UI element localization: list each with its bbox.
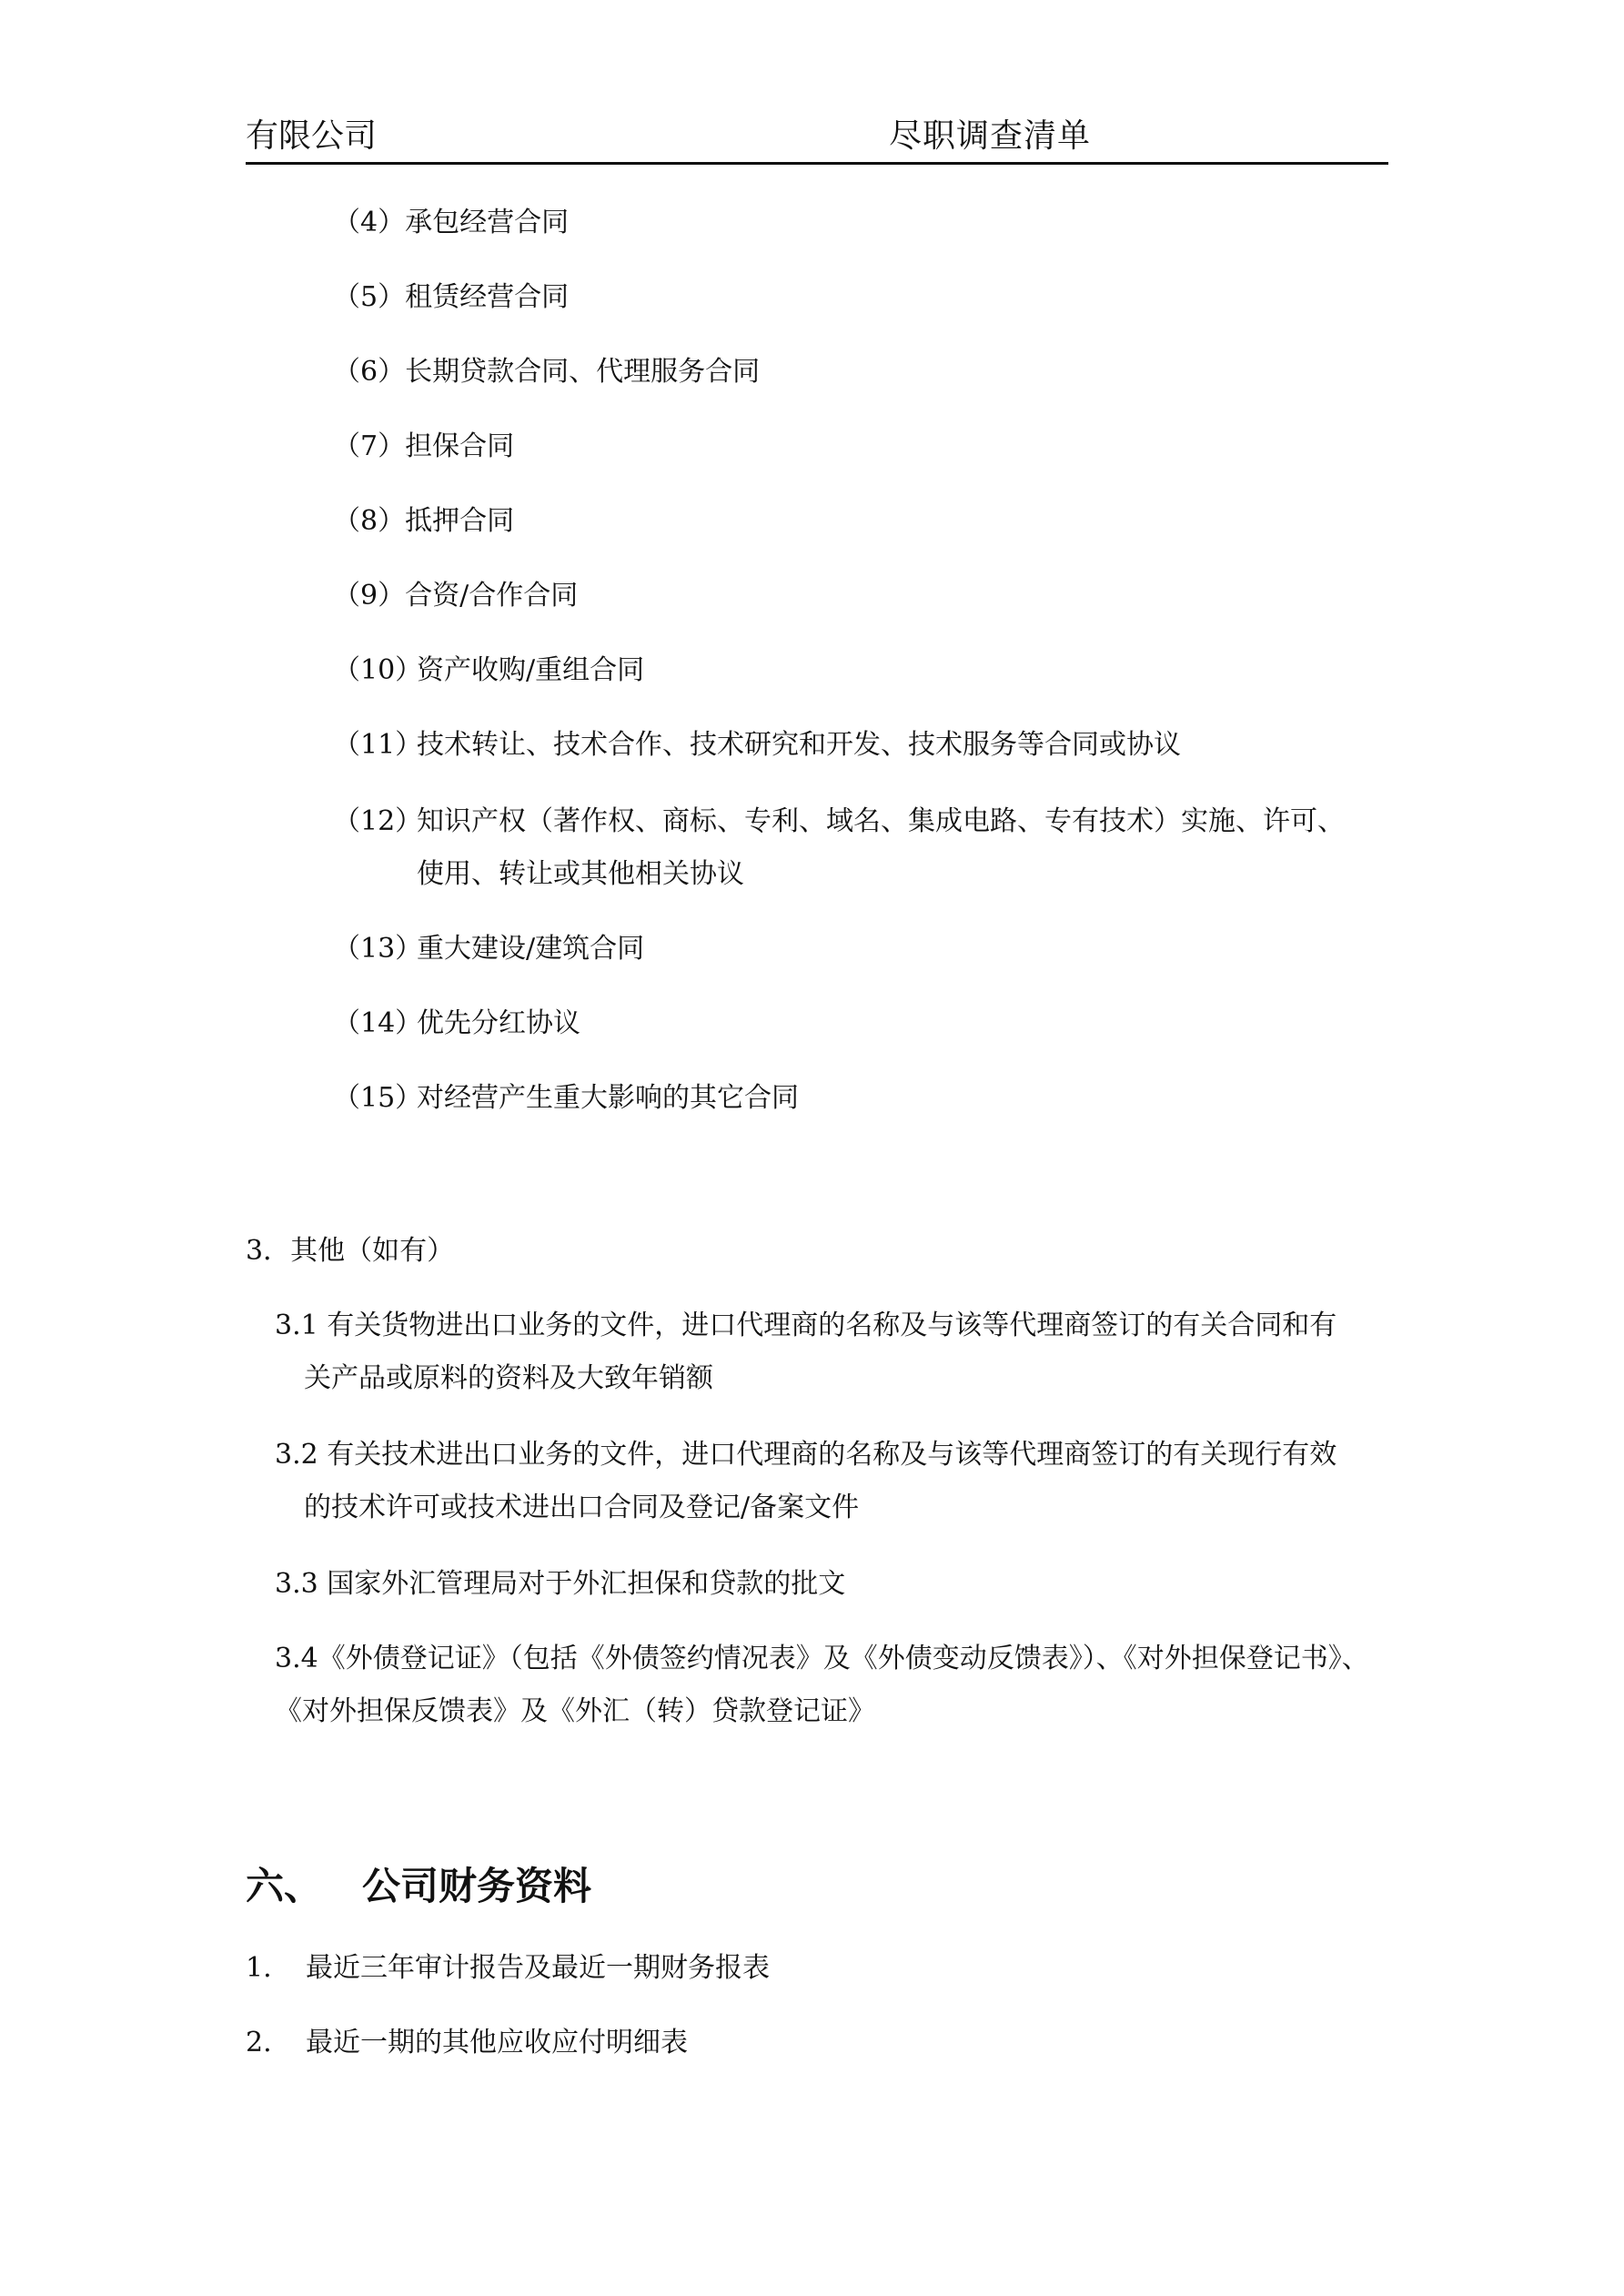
list-item	[333, 271, 569, 324]
list-item-continuation	[304, 1482, 859, 1534]
item-text: 3.3 国家外汇管理局对于外汇担保和贷款的批文	[275, 1568, 846, 1600]
header-company: 有限公司	[246, 117, 378, 155]
item-text: 使用、转让或其他相关协议	[417, 858, 744, 890]
section-number: 六、	[246, 1864, 323, 1908]
page-header	[246, 116, 1388, 165]
list-item	[275, 1429, 1337, 1482]
item-text: 最近一期的其他应收应付明细表	[306, 2027, 688, 2058]
item-number: （4）	[333, 207, 406, 238]
section-heading	[246, 1856, 591, 1911]
item-text: 知识产权（著作权、商标、专利、域名、集成电路、专有技术）实施、许可、	[417, 805, 1345, 837]
item-text: 资产收购/重组合同	[417, 654, 645, 686]
list-item	[275, 1633, 1369, 1685]
item-text: 技术转让、技术合作、技术研究和开发、技术服务等合同或协议	[417, 729, 1181, 761]
item-number: （5）	[333, 281, 406, 313]
item-number: 2.	[246, 2027, 272, 2058]
item-number: （14）	[333, 1007, 423, 1039]
item-text: 重大建设/建筑合同	[417, 933, 645, 965]
list-item	[246, 2017, 688, 2069]
item-text: 3.4《外债登记证》（包括《外债签约情况表》及《外债变动反馈表》）、《对外担保登记书》、	[275, 1643, 1369, 1674]
item-text: 3.1 有关货物进出口业务的文件，进口代理商的名称及与该等代理商签订的有关合同和有	[275, 1310, 1337, 1341]
item-text: 关产品或原料的资料及大致年销额	[304, 1362, 713, 1394]
item-text: 合资/合作合同	[405, 580, 579, 612]
item-text: 承包经营合同	[405, 207, 570, 238]
list-item	[333, 1072, 799, 1125]
header-title: 尽职调查清单	[889, 117, 1092, 155]
item-number: （15）	[333, 1082, 423, 1114]
item-text: 优先分红协议	[417, 1007, 580, 1039]
item-number: 1.	[246, 1952, 272, 1984]
list-item-continuation	[275, 1685, 875, 1738]
item-number: （11）	[333, 729, 423, 761]
item-number: （9）	[333, 580, 406, 612]
item-text: 的技术许可或技术进出口合同及登记/备案文件	[304, 1492, 860, 1523]
list-item	[275, 1558, 845, 1611]
list-item-continuation	[417, 848, 744, 901]
item-number: （10）	[333, 654, 423, 686]
list-item	[246, 1942, 770, 1995]
item-text: 租赁经营合同	[405, 281, 570, 313]
list-item-continuation	[304, 1352, 713, 1405]
item-number: （7）	[333, 430, 406, 462]
list-item	[333, 719, 1181, 772]
item-number: （12）	[333, 805, 423, 837]
list-item	[275, 1300, 1337, 1352]
item-text: 最近三年审计报告及最近一期财务报表	[306, 1952, 770, 1984]
list-item	[333, 346, 760, 399]
list-item	[333, 795, 1345, 848]
list-item	[333, 420, 514, 473]
item-text: 《对外担保反馈表》及《外汇（转）贷款登记证》	[275, 1695, 875, 1727]
list-item	[333, 495, 514, 548]
item-text: 长期贷款合同、代理服务合同	[405, 356, 761, 388]
list-item	[333, 570, 578, 622]
list-item	[333, 923, 644, 976]
list-item	[333, 197, 569, 249]
item-text: 担保合同	[405, 430, 515, 462]
item-text: 3.2 有关技术进出口业务的文件，进口代理商的名称及与该等代理商签订的有关现行有效	[275, 1439, 1337, 1471]
item-number: （6）	[333, 356, 406, 388]
subsection-heading: 3．其他（如有）	[246, 1235, 455, 1267]
item-text: 抵押合同	[405, 505, 515, 537]
list-item	[333, 997, 580, 1050]
item-number: （8）	[333, 505, 406, 537]
section-title: 公司财务资料	[362, 1864, 592, 1908]
item-number: （13）	[333, 933, 423, 965]
list-item	[333, 644, 644, 697]
item-text: 对经营产生重大影响的其它合同	[417, 1082, 799, 1114]
